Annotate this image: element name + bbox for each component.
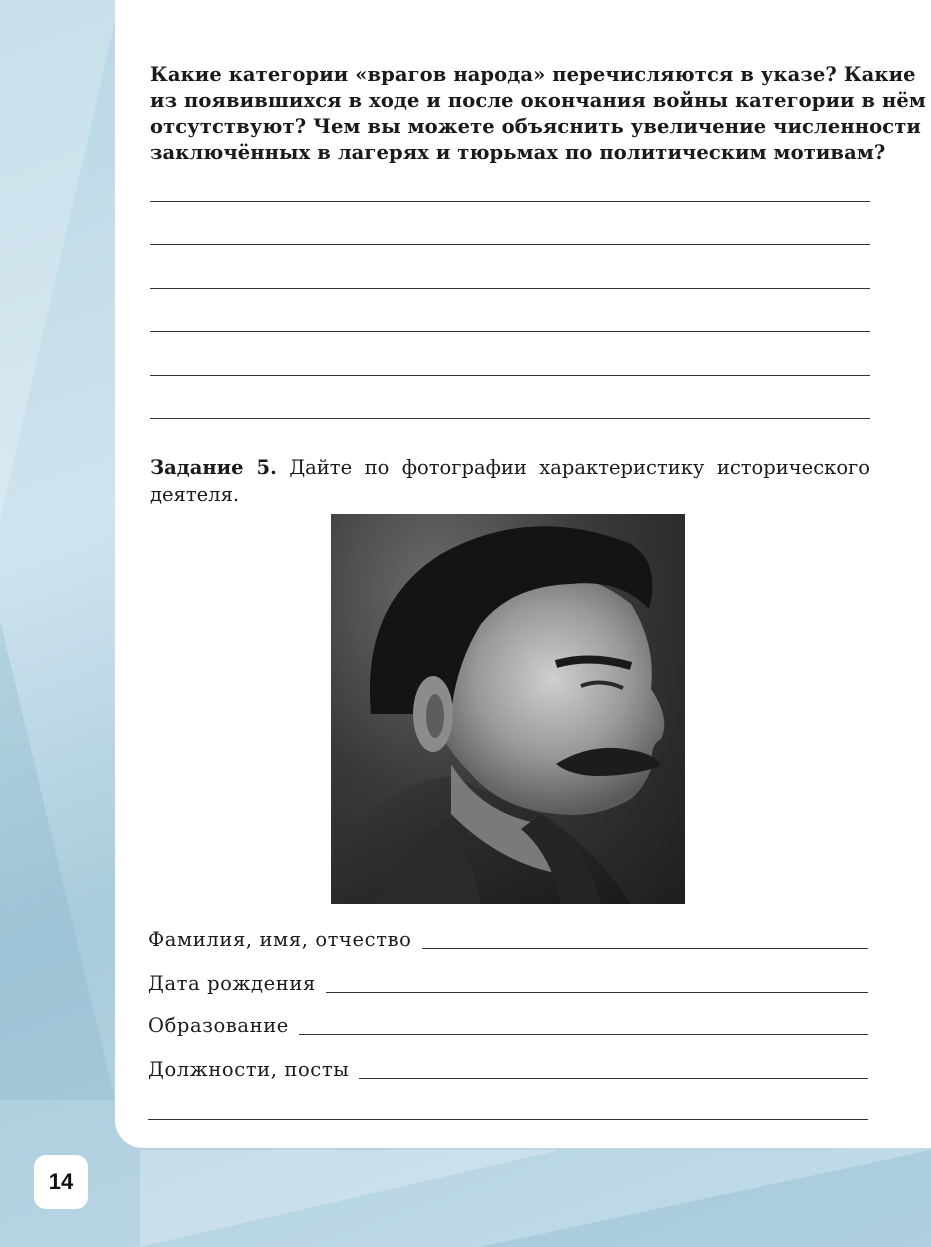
question-line: из появившихся в ходе и после окончания войны категории в нём — [150, 89, 926, 112]
question-line: отсутствуют? Чем вы можете объяснить увеличение численности — [150, 115, 921, 138]
field-line[interactable] — [422, 948, 868, 949]
answer-line[interactable] — [148, 1119, 868, 1120]
field-positions[interactable] — [148, 1052, 868, 1082]
field-label: Образование — [148, 1014, 289, 1037]
answer-line[interactable] — [150, 288, 870, 289]
field-birth-date[interactable] — [148, 966, 868, 996]
field-label: Фамилия, имя, отчество — [148, 928, 412, 951]
field-line[interactable] — [299, 1034, 868, 1035]
question-line: Какие категории «врагов народа» перечисляются в указе? Какие — [150, 63, 916, 86]
answer-line[interactable] — [150, 418, 870, 419]
field-line[interactable] — [359, 1078, 868, 1079]
question-line: заключённых в лагерях и тюрьмах по политическим мотивам? — [150, 141, 886, 164]
field-label: Должности, посты — [148, 1058, 350, 1081]
task-5-line-1 — [150, 454, 870, 481]
answer-line[interactable] — [150, 375, 870, 376]
question-text — [150, 62, 926, 166]
answer-line[interactable] — [150, 201, 870, 202]
page-number: 14 — [34, 1155, 88, 1209]
field-label: Дата рождения — [148, 972, 316, 995]
field-full-name[interactable] — [148, 922, 868, 952]
task-5-label: Задание 5. — [150, 456, 277, 479]
portrait-image — [331, 514, 685, 904]
task-5 — [150, 454, 870, 508]
field-line[interactable] — [326, 992, 868, 993]
portrait-photo — [331, 514, 685, 904]
field-education[interactable] — [148, 1008, 868, 1038]
answer-line[interactable] — [150, 244, 870, 245]
answer-line[interactable] — [150, 331, 870, 332]
task-5-text: Дайте по фотографии характеристику исторического — [289, 456, 871, 479]
task-5-line-2: деятеля. — [150, 483, 240, 506]
